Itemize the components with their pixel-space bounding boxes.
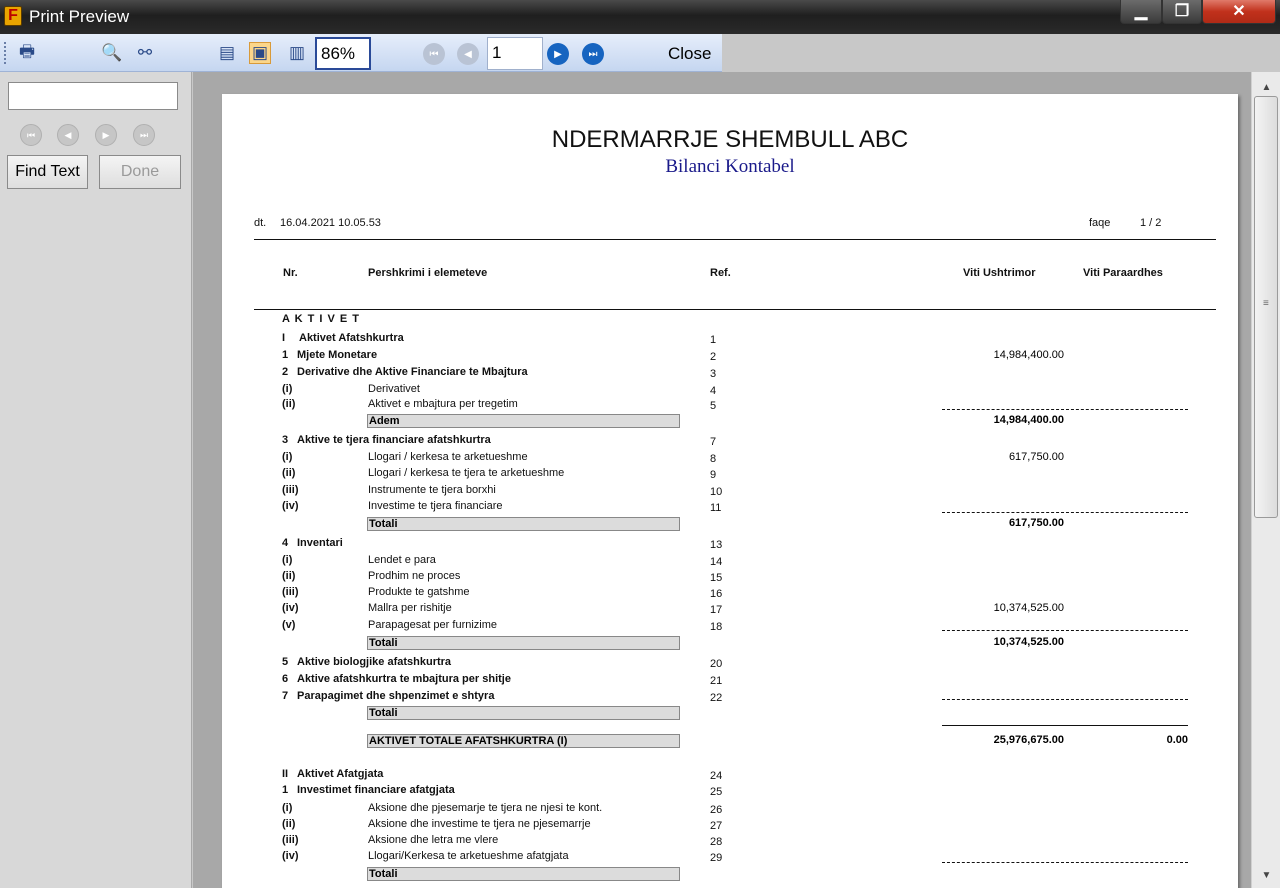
row-description: Parapagimet dhe shpenzimet e shtyra [297,690,495,702]
total-current-year: 14,984,400.00 [993,414,1064,426]
find-next-icon[interactable]: ▶ [95,124,117,146]
row-description: Prodhim ne proces [368,570,461,582]
previous-page-icon[interactable]: ◀ [457,43,479,65]
row-current-year: 617,750.00 [1008,451,1064,463]
col-desc: Pershkrimi i elemeteve [368,267,488,279]
row-description: Investime te tjera financiare [368,500,503,512]
done-button[interactable]: Done [99,155,181,189]
date-value: 16.04.2021 10.05.53 [280,217,381,229]
row-ref: 28 [710,836,723,848]
row-number: (iii) [282,834,299,846]
row-number: (v) [282,619,296,631]
close-button[interactable]: Close [668,44,712,63]
row-number: (iv) [282,850,299,862]
row-ref: 1 [710,334,717,346]
row-description: Mallra per rishitje [368,602,452,614]
row-ref: 15 [710,572,723,584]
row-ref: 24 [710,770,723,782]
scroll-down-icon[interactable]: ▼ [1261,869,1272,881]
row-ref: 8 [710,453,717,465]
row-number: (i) [282,554,293,566]
subtotal-label: Totali [367,867,680,881]
row-ref: 20 [710,658,723,670]
first-page-icon[interactable]: ⏮ [423,43,445,65]
row-description: Llogari / kerkesa te arketueshme [368,451,528,463]
scroll-up-icon[interactable]: ▲ [1261,81,1272,93]
row-number: (iii) [282,586,299,598]
row-description: Instrumente te tjera borxhi [368,484,496,496]
zoom-magnifier-icon[interactable]: 🔍 [101,43,123,62]
row-current-year: 14,984,400.00 [993,349,1064,361]
row-number: (ii) [282,467,296,479]
row-description: Aktivet e mbajtura per tregetim [368,398,518,410]
find-first-icon[interactable]: ⏮ [20,124,42,146]
row-description: Aksione dhe pjesemarje te tjera ne njesi te kont. [368,802,603,814]
header-rule-top [254,239,1216,240]
page-label: faqe [1089,217,1111,229]
find-panel [0,72,192,888]
row-ref: 18 [710,621,723,633]
row-ref: 17 [710,604,723,616]
window-title: Print Preview [29,7,130,26]
title-bar [0,0,1280,34]
row-number: 1 [282,784,289,796]
col-nr: Nr. [283,267,298,279]
toolbar-empty [722,34,1280,72]
header-rule-bottom [254,309,1216,310]
row-description: Lendet e para [368,554,436,566]
subtotal-rule [942,699,1188,700]
toolbar-grip[interactable] [4,42,7,64]
page-value: 1 / 2 [1140,217,1162,229]
subtotal-rule [942,512,1188,513]
total-current-year: 617,750.00 [1008,517,1064,529]
single-page-icon[interactable]: ▤ [218,43,236,62]
find-previous-icon[interactable]: ◀ [57,124,79,146]
row-ref: 27 [710,820,723,832]
row-ref: 2 [710,351,717,363]
row-number: 4 [282,537,289,549]
row-description: Aksione dhe investime te tjera ne pjesemarrje [368,818,591,830]
row-ref: 3 [710,368,717,380]
print-icon[interactable]: 🖶 [18,41,36,61]
row-number: I [282,332,286,344]
find-text-input[interactable] [8,82,178,110]
row-ref: 10 [710,486,723,498]
row-ref: 7 [710,436,717,448]
row-current-year: 10,374,525.00 [993,602,1064,614]
grand-total-rule [942,725,1066,726]
subtotal-rule [942,630,1188,631]
total-current-year: 10,374,525.00 [993,636,1064,648]
row-description: Aktive afatshkurtra te mbajtura per shitje [297,673,511,685]
col-ref: Ref. [710,267,731,279]
zoom-input[interactable]: 86% [315,37,371,70]
row-ref: 21 [710,675,723,687]
row-number: 7 [282,690,289,702]
row-number: (ii) [282,398,296,410]
subtotal-label: Totali [367,517,680,531]
row-description: Llogari / kerkesa te tjera te arketueshme [368,467,565,479]
subtotal-rule [942,409,1188,410]
row-ref: 9 [710,469,717,481]
subtotal-label: Adem [367,414,680,428]
row-description: Llogari/Kerkesa te arketueshme afatgjata [368,850,569,862]
row-ref: 13 [710,539,723,551]
row-number: 6 [282,673,289,685]
row-number: 1 [282,349,289,361]
find-text-button[interactable]: Find Text [7,155,88,189]
row-number: II [282,768,289,780]
row-ref: 5 [710,400,717,412]
row-description: Derivativet [368,383,420,395]
row-ref: 26 [710,804,723,816]
row-description: Mjete Monetare [297,349,378,361]
find-last-icon[interactable]: ⏭ [133,124,155,146]
report-subtitle: Bilanci Kontabel [665,156,795,177]
row-number: (ii) [282,570,296,582]
vertical-scrollbar[interactable] [1251,72,1280,888]
next-page-icon[interactable]: ▶ [547,43,569,65]
grip-icon: ≡ [1263,298,1269,309]
row-ref: 25 [710,786,723,798]
row-description: Aktivet Afatshkurtra [299,332,404,344]
row-number: (ii) [282,818,296,830]
total-previous-year: 0.00 [1166,734,1188,746]
row-description: Aktive te tjera financiare afatshkurtra [297,434,491,446]
company-name: NDERMARRJE SHEMBULL ABC [551,126,909,153]
row-description: Parapagesat per furnizime [368,619,498,631]
row-description: Produkte te gatshme [368,586,470,598]
last-page-icon[interactable]: ⏭ [582,43,604,65]
scroll-thumb[interactable] [1254,96,1278,518]
grand-total-label: AKTIVET TOTALE AFATSHKURTRA (I) [367,734,680,748]
subtotal-rule [942,862,1188,863]
row-number: 5 [282,656,289,668]
row-number: (i) [282,451,293,463]
minimize-button[interactable] [1120,0,1162,24]
subtotal-label: Totali [367,706,680,720]
minimize-icon: ▁ [1134,3,1148,20]
row-description: Aktive biologjike afatshkurtra [297,656,452,668]
row-ref: 4 [710,385,717,397]
whole-page-icon[interactable]: ▥ [288,43,306,62]
row-ref: 11 [710,502,722,514]
row-ref: 29 [710,852,723,864]
row-number: (i) [282,802,293,814]
total-current-year: 25,976,675.00 [993,734,1064,746]
row-number: (iv) [282,602,299,614]
close-icon: ✕ [1232,3,1246,20]
row-number: 2 [282,366,289,378]
preview-area[interactable] [193,72,1251,888]
app-icon: F [4,6,22,26]
page-width-icon[interactable]: ▣ [249,42,271,64]
row-ref: 22 [710,692,723,704]
col-current-year: Viti Ushtrimor [963,267,1036,279]
page-number-input[interactable]: 1 [487,37,543,70]
row-ref: 14 [710,556,723,568]
section-title: A K T I V E T [282,313,360,325]
row-number: (i) [282,383,293,395]
row-number: (iii) [282,484,299,496]
grand-total-rule [1064,725,1188,726]
close-window-button[interactable] [1202,0,1276,24]
row-number: (iv) [282,500,299,512]
row-ref: 16 [710,588,723,600]
row-description: Derivative dhe Aktive Financiare te Mbajtura [297,366,528,378]
maximize-button[interactable] [1162,0,1202,24]
date-label: dt. [254,217,267,229]
row-description: Aksione dhe letra me vlere [368,834,499,846]
row-description: Aktivet Afatgjata [297,768,384,780]
row-description: Inventari [297,537,343,549]
binoculars-find-icon[interactable]: ⚯ [137,43,153,62]
maximize-icon: ❐ [1174,3,1190,20]
row-number: 3 [282,434,289,446]
report-page [222,94,1238,888]
subtotal-label: Totali [367,636,680,650]
col-previous-year: Viti Paraardhes [1083,267,1163,279]
row-description: Investimet financiare afatgjata [297,784,455,796]
